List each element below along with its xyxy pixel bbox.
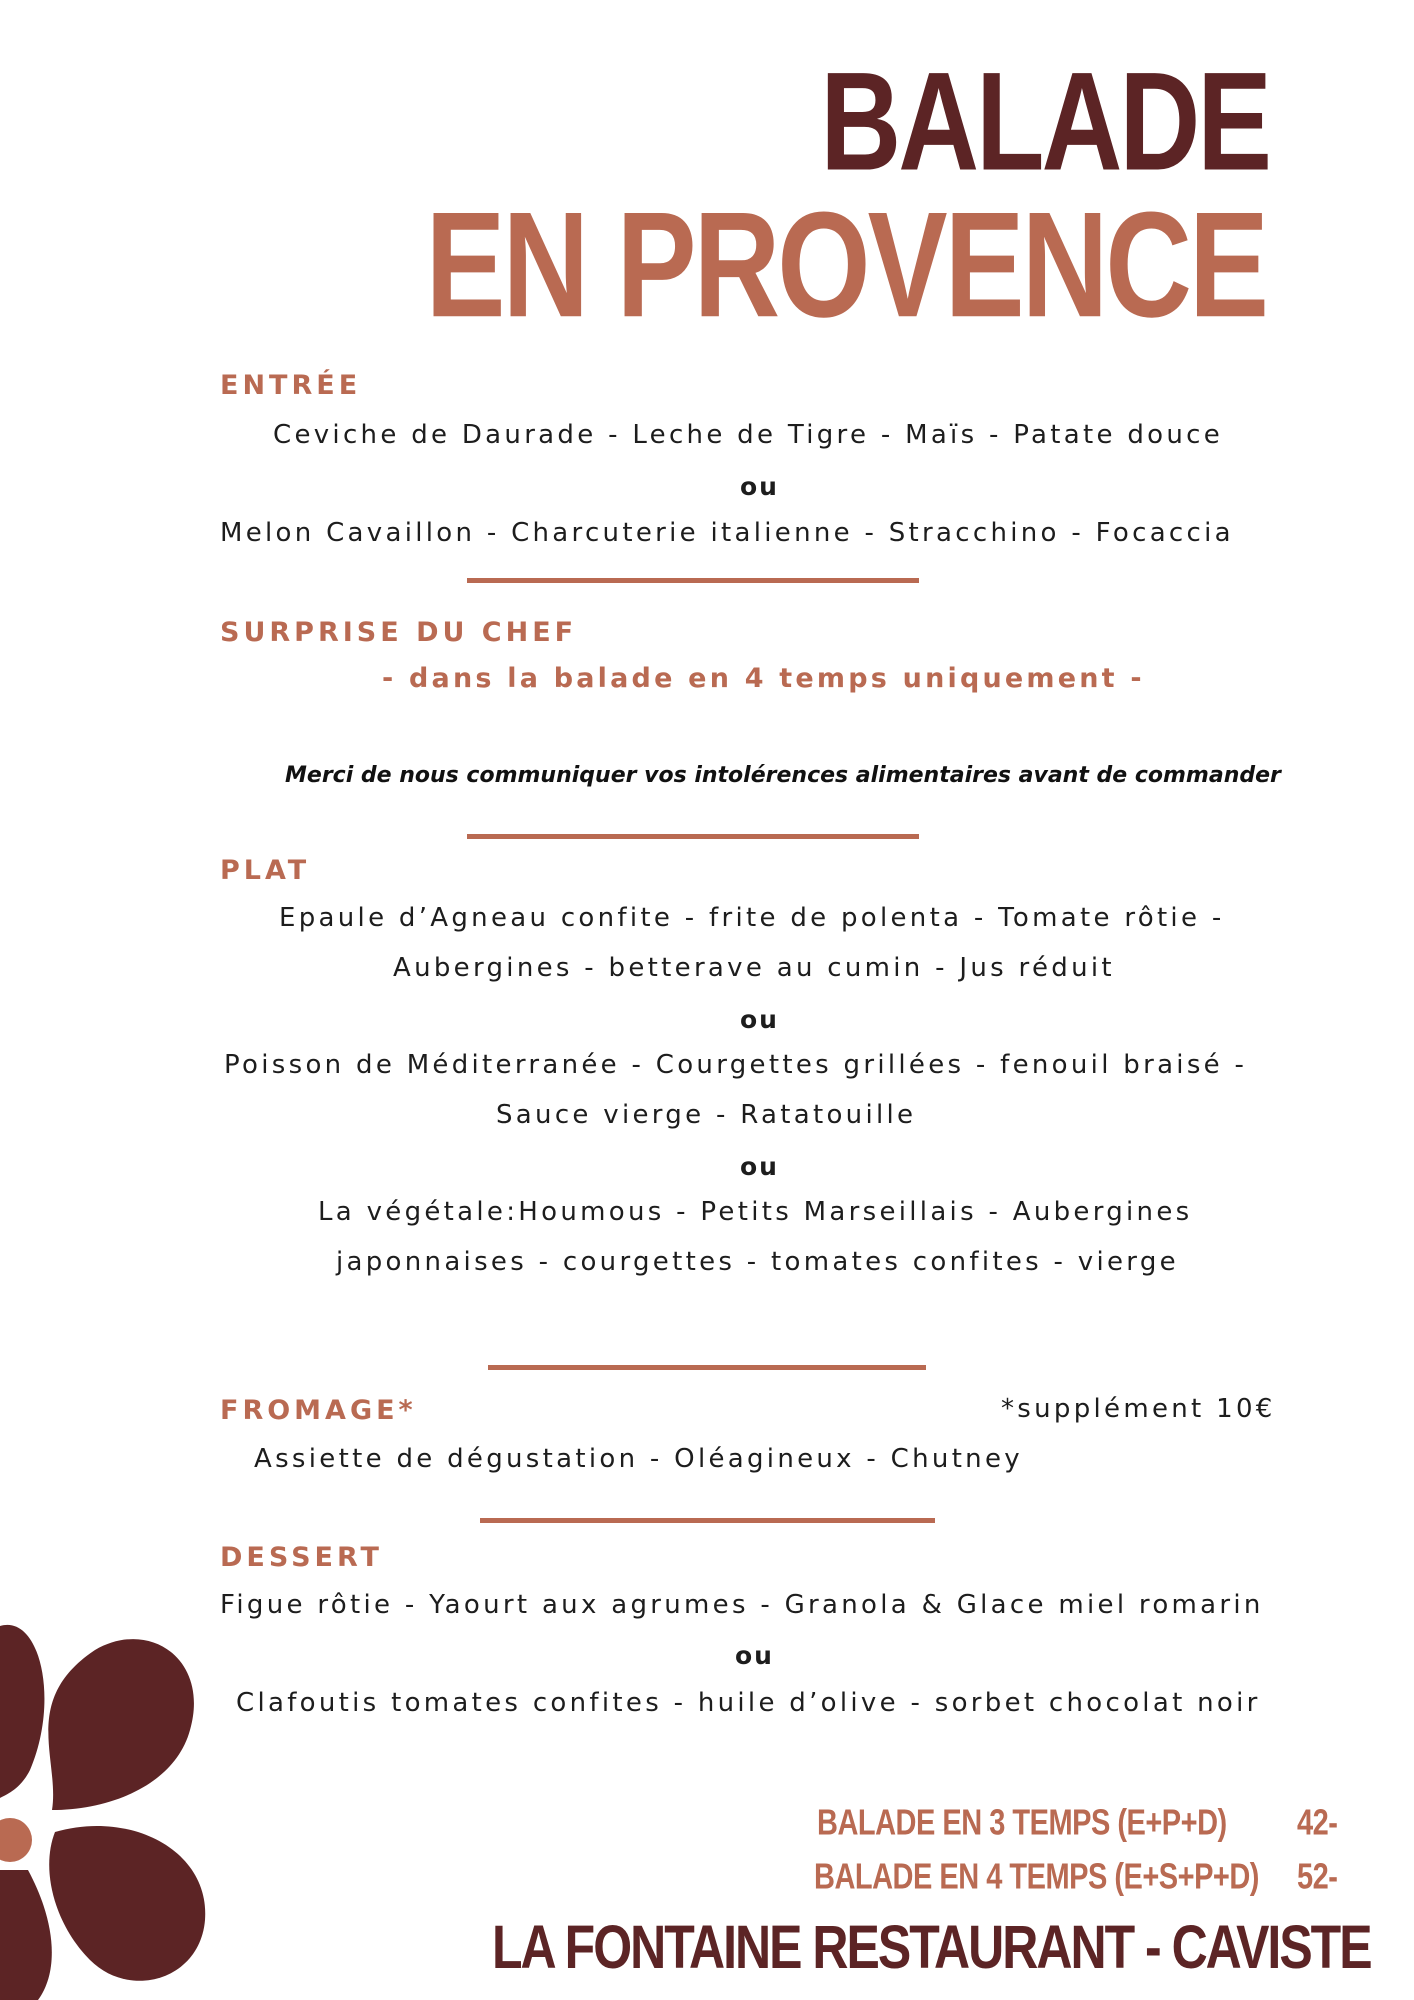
fromage-heading: FROMAGE* (220, 1395, 417, 1426)
dessert-option-2: Clafoutis tomates confites - huile d’olive - sorbet chocolat noir (236, 1688, 1261, 1718)
entree-option-2: Melon Cavaillon - Charcuterie italienne - Stracchino - Focaccia (220, 518, 1234, 548)
price-label-4-temps: BALADE EN 4 TEMPS (E+S+P+D) (814, 1857, 1259, 1897)
title-line-1: BALADE (820, 43, 1269, 200)
plat-heading: PLAT (220, 855, 311, 886)
plat-option-1-line-2: Aubergines - betterave au cumin - Jus réduit (393, 953, 1115, 983)
title-line-2: EN PROVENCE (425, 181, 1266, 349)
plat-option-3-line-1: La végétale:Houmous - Petits Marseillais - Aubergines (318, 1197, 1193, 1227)
plat-option-3-line-2: japonnaises - courgettes - tomates confites - vierge (336, 1247, 1179, 1277)
surprise-heading: SURPRISE DU CHEF (220, 617, 578, 648)
dessert-option-1: Figue rôtie - Yaourt aux agrumes - Granola & Glace miel romarin (220, 1590, 1264, 1620)
entree-or: ou (740, 472, 779, 501)
divider (467, 834, 919, 839)
divider (480, 1518, 935, 1523)
fromage-supplement: *supplément 10€ (1001, 1394, 1276, 1424)
dessert-heading: DESSERT (220, 1542, 383, 1573)
surprise-subtitle: - dans la balade en 4 temps uniquement - (382, 663, 1145, 694)
divider (467, 578, 919, 583)
price-value-3-temps: 42- (1297, 1803, 1338, 1843)
flower-icon (0, 1620, 210, 2000)
plat-option-1-line-1: Epaule d’Agneau confite - frite de polenta - Tomate rôtie - (279, 903, 1225, 933)
entree-heading: ENTRÉE (220, 370, 362, 401)
entree-option-1: Ceviche de Daurade - Leche de Tigre - Maïs - Patate douce (273, 420, 1224, 450)
price-label-3-temps: BALADE EN 3 TEMPS (E+P+D) (817, 1803, 1227, 1843)
price-value-4-temps: 52- (1297, 1857, 1338, 1897)
divider (488, 1365, 926, 1370)
plat-or-2: ou (740, 1152, 779, 1181)
plat-or-1: ou (740, 1005, 779, 1034)
allergy-note: Merci de nous communiquer vos intolérences alimentaires avant de commander (285, 763, 1281, 788)
restaurant-name: LA FONTAINE RESTAURANT - CAVISTE (492, 1913, 1371, 1982)
plat-option-2-line-2: Sauce vierge - Ratatouille (496, 1100, 917, 1130)
fromage-option: Assiette de dégustation - Oléagineux - Chutney (254, 1444, 1023, 1474)
dessert-or: ou (735, 1641, 774, 1670)
plat-option-2-line-1: Poisson de Méditerranée - Courgettes grillées - fenouil braisé - (224, 1050, 1248, 1080)
